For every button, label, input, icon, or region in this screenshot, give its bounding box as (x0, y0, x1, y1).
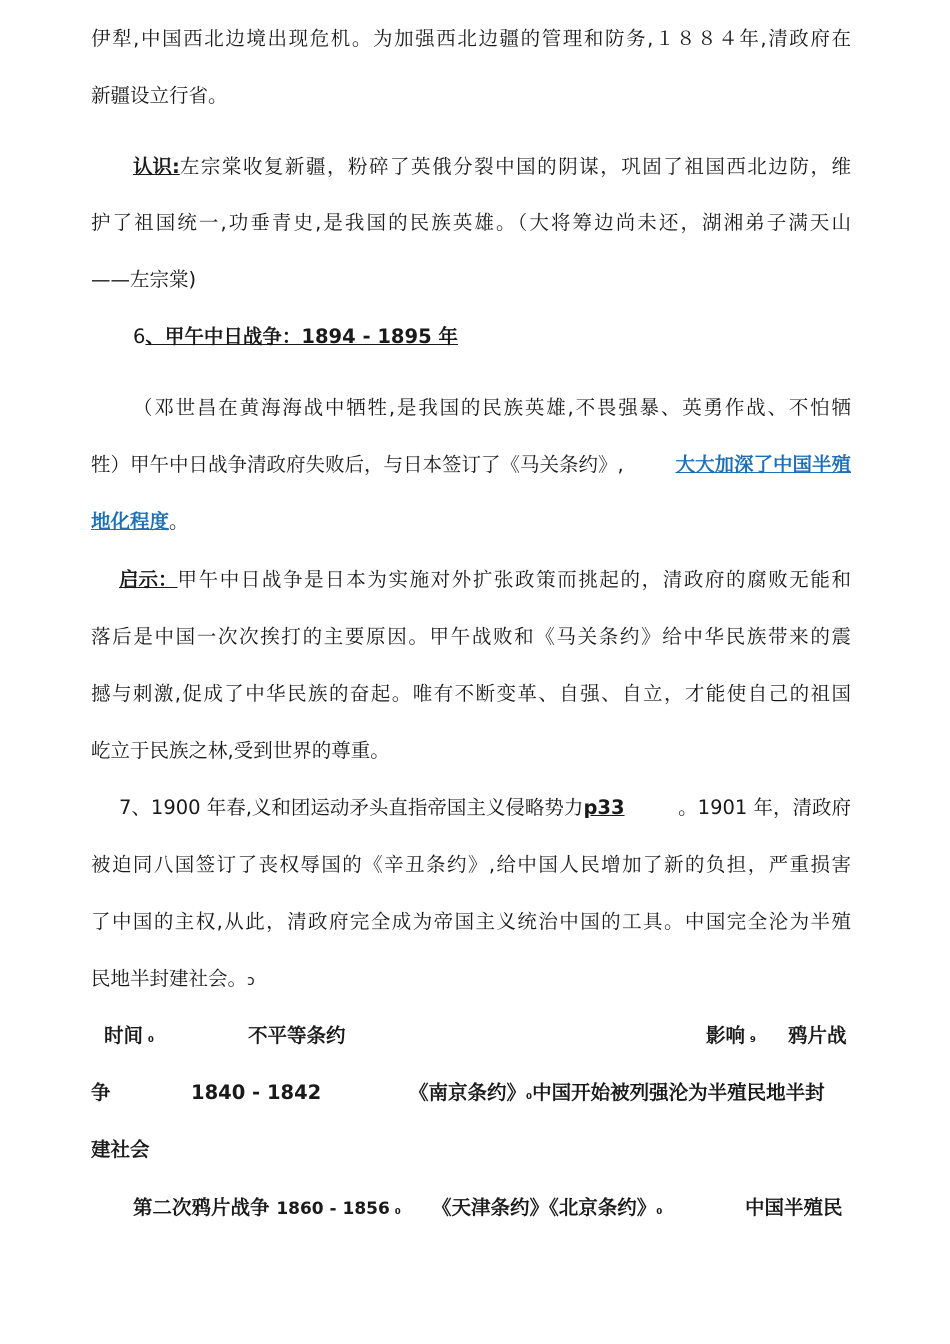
text-line: 了中国的主权,从此，清政府完全成为帝国主义统治中国的工具。中国完全沦为半殖 (91, 910, 851, 933)
table-cell-treaty: 《天津条约》《北京条约》₀ (432, 1196, 663, 1219)
text-line: 被迫同八国签订了丧权辱国的《辛丑条约》,给中国人民增加了新的负担，严重损害 (91, 853, 851, 876)
section-heading (133, 323, 458, 351)
table-cell-effect: 建社会 (91, 1138, 150, 1161)
text-line (91, 451, 851, 479)
table-cell-war: 争 (91, 1081, 111, 1104)
text-line: 屹立于民族之林,受到世界的尊重。 (91, 739, 390, 762)
paragraph-first-line (133, 153, 851, 181)
label-qishi: 启示： (119, 568, 178, 591)
cell-mark-icon: ₉ (745, 1030, 757, 1046)
text-segment: 7、1900 年春,义和团运动矛头直指帝国主义侵略势力 (119, 796, 584, 819)
text-line: 落后是中国一次次挨打的主要原因。甲午战败和《马关条约》给中华民族带来的震 (91, 625, 851, 648)
text-line (91, 508, 851, 536)
table-cell-war: 鸦片战 (788, 1024, 847, 1047)
heading-number: 6 (133, 325, 146, 348)
table-header-effect: 影响 ₉ (706, 1024, 757, 1047)
table-cell-treaty: 《南京条约》₀中国开始被列强沦为半殖民地半封 (409, 1081, 825, 1104)
text-segment: 牲）甲午中日战争清政府失败后，与日本签订了《马关条约》, (91, 453, 624, 476)
text-line: 甲午中日战争是日本为实施对外扩张政策而挑起的，清政府的腐败无能和 (177, 568, 851, 591)
highlight-link[interactable]: 大大加深了中国半殖 (675, 453, 851, 476)
text-line: 护了祖国统一,功垂青史,是我国的民族英雄。（大将筹边尚未还，湖湘弟子满天山 (91, 211, 851, 234)
highlight-link[interactable]: 地化程度 (91, 510, 170, 533)
cell-mark-icon: ₀ (143, 1030, 155, 1046)
table-cell-years: 1860 - 1856 (276, 1199, 390, 1219)
cell-mark-icon: ₀ (526, 1087, 533, 1103)
text-line: 撼与刺激,促成了中华民族的奋起。唯有不断变革、自强、自立，才能使自己的祖国 (91, 682, 851, 705)
text-segment: 民地半封建社会。 (91, 967, 248, 990)
table-cell-war: 第二次鸦片战争 1860 - 1856 ₀ (133, 1196, 401, 1219)
text-line: 新疆设立行省。 (91, 84, 228, 107)
text-line (91, 965, 851, 995)
text-line: （邓世昌在黄海海战中牺牲,是我国的民族英雄,不畏强暴、英勇作战、不怕牺 (133, 396, 851, 419)
table-cell-years: 1840 - 1842 (191, 1081, 322, 1104)
table-header-time: 时间 ₀ (104, 1024, 155, 1047)
text-line: 伊犁,中国西北边境出现危机。为加强西北边疆的管理和防务,１８８４年,清政府在 (91, 27, 851, 50)
paragraph-mark-icon: ↄ (247, 973, 255, 989)
table-cell-effect: 中国半殖民 (745, 1196, 843, 1219)
cell-mark-icon: ₀ (389, 1202, 401, 1218)
paragraph-first-line (119, 794, 851, 822)
text-segment: 。1901 年，清政府 (678, 796, 851, 819)
text-line: 左宗棠收复新疆，粉碎了英俄分裂中国的阴谋，巩固了祖国西北边防，维 (179, 155, 851, 178)
cell-mark-icon: ₀ (656, 1202, 663, 1218)
paragraph-first-line (99, 566, 851, 594)
table-header-treaty: 不平等条约 (248, 1024, 346, 1047)
text-segment: 。 (169, 510, 189, 533)
label-renshi: 认识: (133, 155, 180, 178)
heading-title: 、甲午中日战争：1894 - 1895 年 (145, 325, 458, 348)
text-line: ——左宗棠) (91, 268, 197, 291)
page-reference: p33 (583, 796, 625, 819)
table-cell-effect: 中国开始被列强沦为半殖民地半封 (532, 1081, 825, 1104)
